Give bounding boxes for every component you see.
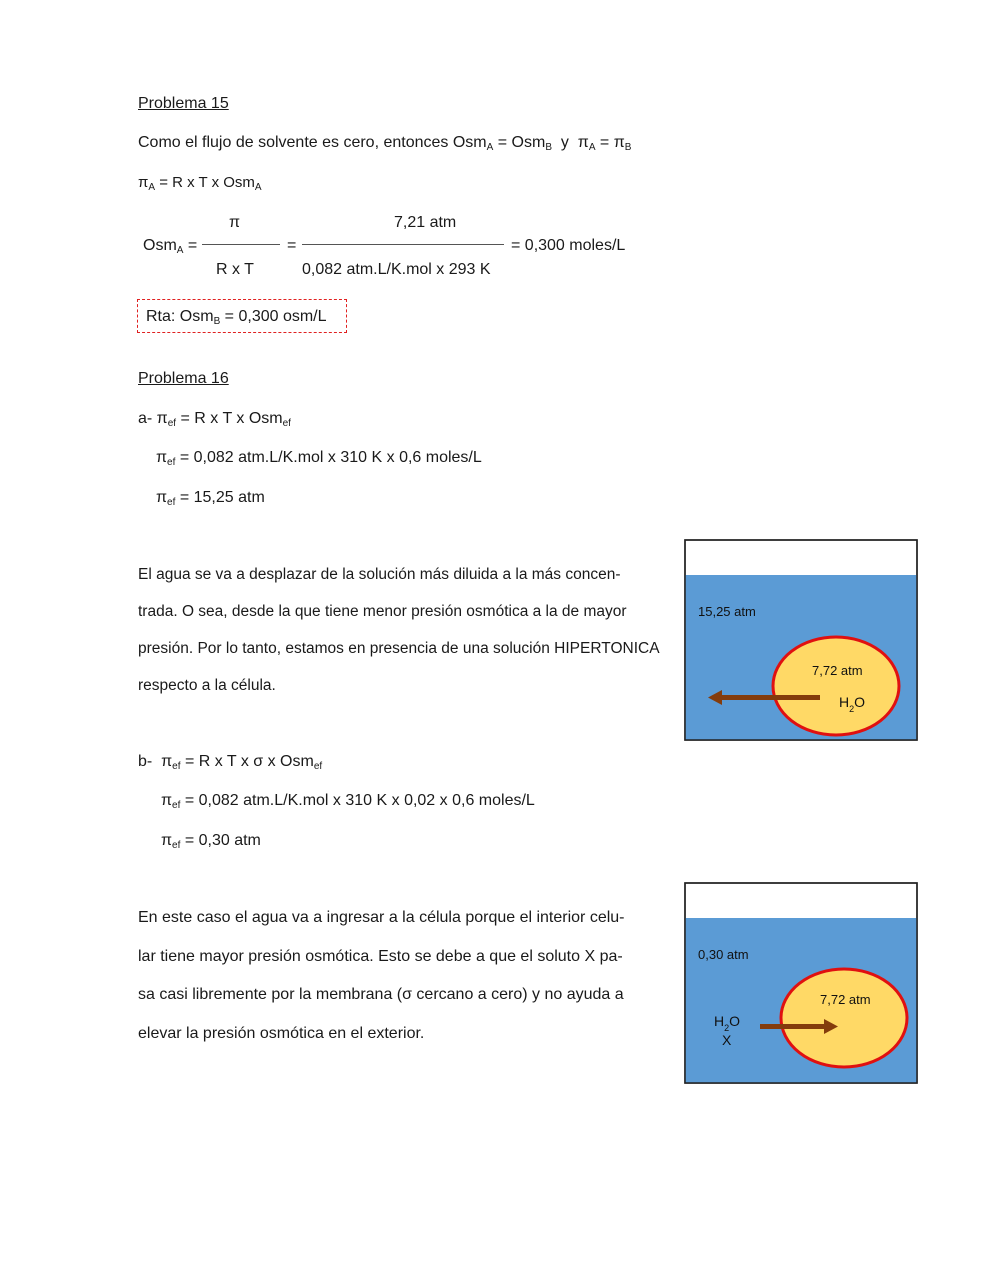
p16-b-line-3: $\pi_{ef} = 0,30$ atm xyxy=(161,832,261,851)
p15-line-2: $\pi_A = R$ x T x Osm$_A$ xyxy=(138,174,262,193)
paragraph-line: elevar la presión osmótica en el exterior. xyxy=(138,1024,425,1042)
p15-equals-2: = xyxy=(287,237,297,254)
cell-pressure-label: 7,72 atm xyxy=(820,992,871,1007)
paragraph-hypertonic xyxy=(138,565,678,713)
p15-line-1: Como el flujo de solvente es cero, entonces Osm$_A$ = Osm$_B$ y $\pi_A = \pi_B$ xyxy=(138,134,632,153)
p16-a-line-2: $\pi_{ef} = 0,082$ atm.L/K.mol x 310 K x 0,6 moles/L xyxy=(156,449,482,468)
problem-16-title: Problema 16 xyxy=(138,370,229,387)
fraction-1-numerator: π xyxy=(229,214,241,231)
osmosis-diagram-hypertonic xyxy=(684,539,920,743)
outside-pressure-label: 15,25 atm xyxy=(698,604,756,619)
p16-a-line-3: $\pi_{ef} = 15,25$ atm xyxy=(156,489,265,508)
fraction-2-denominator: 0,082 atm.L/K.mol x 293 K xyxy=(302,261,491,278)
fraction-2-bar xyxy=(302,244,504,245)
water-formula: $H_2O$ xyxy=(839,694,866,714)
problem-15-title: Problema 15 xyxy=(138,95,229,112)
fraction-1-denominator: R x T xyxy=(216,261,254,278)
paragraph-hypotonic xyxy=(138,908,678,1062)
answer-text: Rta: Osm$_B$ = 0,300 osm/L xyxy=(146,308,327,327)
p16-b-line-2: $\pi_{ef} = 0,082$ atm.L/K.mol x 310 K x 0,02 x 0,6 moles/L xyxy=(161,792,535,811)
outside-pressure-label: 0,30 atm xyxy=(698,947,749,962)
cell-pressure-label: 7,72 atm xyxy=(812,663,863,678)
p16-a-line-1: a- $\pi_{ef} = R$ x T x Osm$_{ef}$ xyxy=(138,410,291,429)
paragraph-line: trada. O sea, desde la que tiene menor presión osmótica a la de mayor xyxy=(138,603,627,620)
paragraph-line: sa casi libremente por la membrana (σ cercano a cero) y no ayuda a xyxy=(138,986,624,1003)
paragraph-line: En este caso el agua va a ingresar a la célula porque el interior celu- xyxy=(138,909,625,926)
water-formula: $H_2O$ xyxy=(714,1013,741,1033)
paragraph-line: presión. Por lo tanto, estamos en presencia de una solución HIPERTONICA xyxy=(138,640,660,657)
p15-osm-label: Osm$_A$ = xyxy=(143,237,198,256)
cell-membrane xyxy=(781,969,907,1067)
solute-x-label: X xyxy=(722,1032,732,1048)
cell-membrane xyxy=(773,637,899,735)
p16-b-line-1: b- $\pi_{ef} = R$ x T x σ x Osm$_{ef}$ xyxy=(138,753,323,772)
fraction-2-numerator: 7,21 atm xyxy=(394,214,457,231)
paragraph-line: lar tiene mayor presión osmótica. Esto se debe a que el soluto X pa- xyxy=(138,947,623,965)
paragraph-line: El agua se va a desplazar de la solución más diluida a la más concen- xyxy=(138,566,621,583)
p15-result: = 0,300 moles/L xyxy=(511,237,626,254)
fraction-1-bar xyxy=(202,244,280,245)
osmosis-diagram-low-sigma xyxy=(684,882,920,1086)
paragraph-line: respecto a la célula. xyxy=(138,677,276,694)
